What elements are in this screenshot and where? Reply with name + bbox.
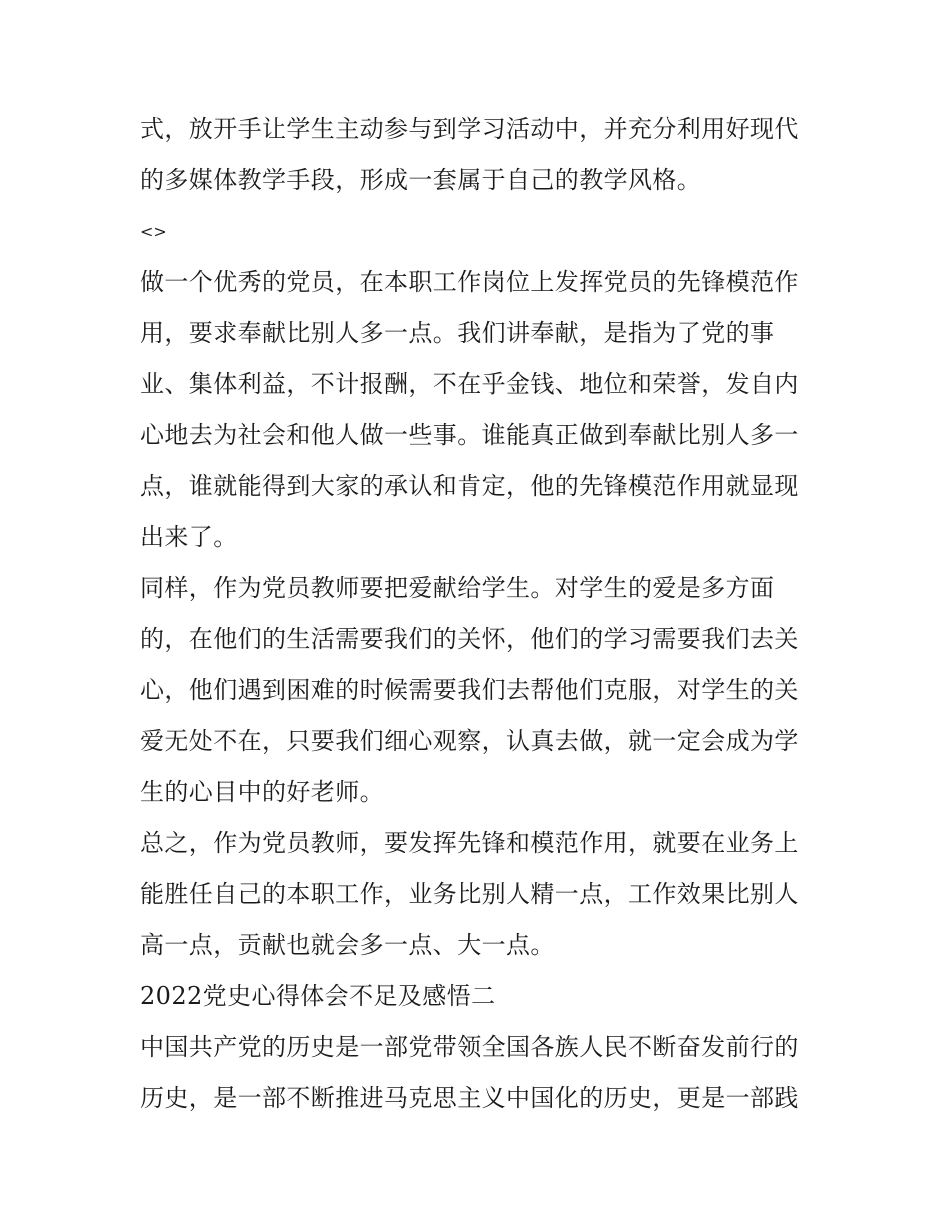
text-line: 爱无处不在，只要我们细心观察，认真去做，就一定会成为学 <box>140 727 799 755</box>
text-line: 的，在他们的生活需要我们的关怀，他们的学习需要我们去关 <box>140 625 799 653</box>
text-line: 心，他们遇到困难的时候需要我们去帮他们克服，对学生的关 <box>140 676 799 704</box>
text-line: 总之，作为党员教师，要发挥先锋和模范作用，就要在业务上 <box>140 829 799 857</box>
text-line: 点，谁就能得到大家的承认和肯定，他的先锋模范作用就显现 <box>140 472 799 500</box>
text-line: 的多媒体教学手段，形成一套属于自己的教学风格。 <box>140 166 702 194</box>
text-line: 心地去为社会和他人做一些事。谁能真正做到奉献比别人多一 <box>140 421 799 449</box>
text-line: 高一点，贡献也就会多一点、大一点。 <box>140 931 555 959</box>
document-body <box>140 104 815 1124</box>
text-line: 历史，是一部不断推进马克思主义中国化的历史，更是一部践 <box>140 1084 799 1112</box>
text-line: 中国共产党的历史是一部党带领全国各族人民不断奋发前行的 <box>140 1033 799 1061</box>
section-heading: 2022党史心得体会不足及感悟二 <box>140 982 496 1010</box>
text-line: 业、集体利益，不计报酬，不在乎金钱、地位和荣誉，发自内 <box>140 370 799 398</box>
text-line: 同样，作为党员教师要把爱献给学生。对学生的爱是多方面 <box>140 574 775 602</box>
text-line: 用，要求奉献比别人多一点。我们讲奉献，是指为了党的事 <box>140 319 775 347</box>
text-line: 做一个优秀的党员，在本职工作岗位上发挥党员的先锋模范作 <box>140 268 799 296</box>
text-line: 出来了。 <box>140 523 238 551</box>
text-line: 式，放开手让学生主动参与到学习活动中，并充分利用好现代 <box>140 115 799 143</box>
separator-marker: <> <box>140 222 167 241</box>
text-line: 能胜任自己的本职工作，业务比别人精一点，工作效果比别人 <box>140 880 799 908</box>
text-line: 生的心目中的好老师。 <box>140 778 384 806</box>
